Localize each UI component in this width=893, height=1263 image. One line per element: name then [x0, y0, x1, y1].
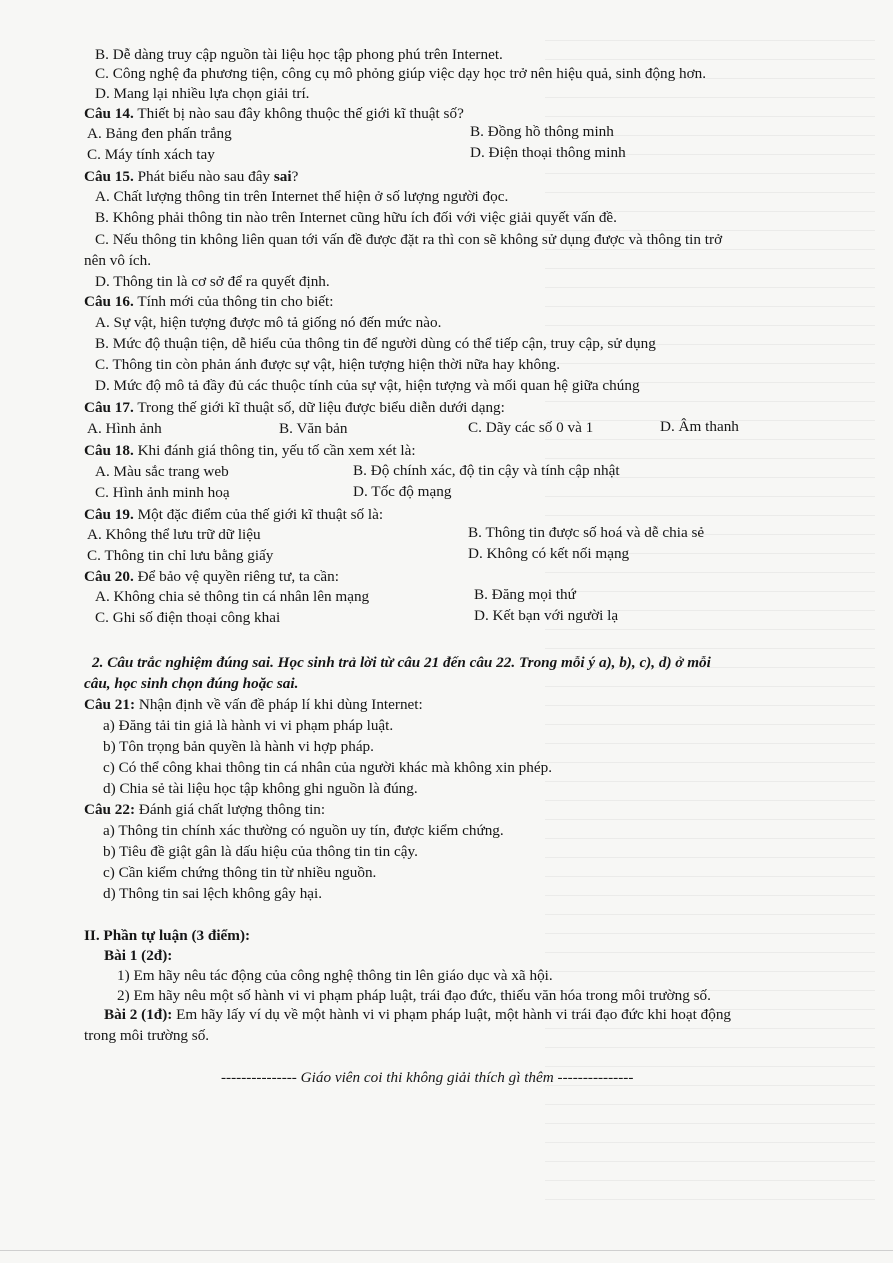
page-bottom-rule	[0, 1250, 893, 1251]
q14-stem	[84, 104, 464, 123]
q15-stem	[84, 167, 298, 186]
q22-item-b: b) Tiêu đề giật gân là dấu hiệu của thông tin tin cậy.	[103, 843, 418, 860]
q14-option-d: D. Điện thoại thông minh	[470, 144, 626, 161]
q19-text: Một đặc điểm của thế giới kĩ thuật số là:	[133, 506, 384, 523]
q15-end: ?	[291, 168, 299, 185]
q17-stem	[84, 398, 505, 417]
q21-stem	[84, 695, 423, 714]
q22-text: Đánh giá chất lượng thông tin:	[135, 801, 326, 818]
q14-option-b: B. Đồng hồ thông minh	[470, 123, 614, 140]
q18-stem	[84, 441, 416, 460]
q17-option-c: C. Dãy các số 0 và 1	[468, 419, 594, 436]
q19-number: Câu 19.	[84, 506, 134, 523]
q17-text: Trong thế giới kĩ thuật số, dữ liệu được biểu diễn dưới dạng:	[133, 399, 505, 416]
q20-stem	[84, 567, 339, 586]
part2-heading-line2: câu, học sinh chọn đúng hoặc sai.	[84, 675, 299, 692]
q21-number: Câu 21:	[84, 696, 136, 713]
q15-bold-word: sai	[273, 168, 292, 185]
q22-item-c: c) Cần kiểm chứng thông tin từ nhiều nguồn.	[103, 864, 377, 881]
bai1-heading: Bài 1 (2đ):	[104, 947, 173, 964]
q17-number: Câu 17.	[84, 399, 134, 416]
q22-number: Câu 22:	[84, 801, 136, 818]
q16-option-c: C. Thông tin còn phản ánh được sự vật, hiện tượng hiện thời nữa hay không.	[95, 356, 561, 373]
q18-option-d: D. Tốc độ mạng	[353, 483, 452, 500]
q14-text: Thiết bị nào sau đây không thuộc thế giới kĩ thuật số?	[133, 105, 464, 122]
bai1-item-2: 2) Em hãy nêu một số hành vi vi phạm pháp luật, trái đạo đức, thiếu văn hóa trong môi trường số.	[117, 987, 711, 1004]
q21-text: Nhận định về vấn đề pháp lí khi dùng Internet:	[135, 696, 423, 713]
q16-option-d: D. Mức độ mô tả đầy đủ các thuộc tính của sự vật, hiện tượng và mối quan hệ giữa chúng	[95, 377, 640, 394]
q16-option-a: A. Sự vật, hiện tượng được mô tả giống nó đến mức nào.	[95, 314, 442, 331]
bai2-text: Em hãy lấy ví dụ về một hành vi vi phạm pháp luật, một hành vi trái đạo đức khi hoạt động	[172, 1006, 732, 1023]
q13-option-c: C. Công nghệ đa phương tiện, công cụ mô phỏng giúp việc dạy học trở nên hiệu quả, sinh động hơn.	[95, 65, 707, 82]
q20-option-b: B. Đăng mọi thứ	[474, 586, 576, 603]
q16-option-b: B. Mức độ thuận tiện, dễ hiểu của thông tin để người dùng có thể tiếp cận, truy cập, sử dụng	[95, 335, 656, 352]
q20-option-a: A. Không chia sẻ thông tin cá nhân lên mạng	[95, 588, 370, 605]
q14-option-c: C. Máy tính xách tay	[87, 146, 215, 163]
q19-option-c: C. Thông tin chỉ lưu bằng giấy	[87, 547, 274, 564]
q22-stem	[84, 800, 325, 819]
q16-stem	[84, 292, 333, 311]
q15-number: Câu 15.	[84, 168, 134, 185]
q18-option-c: C. Hình ảnh minh hoạ	[95, 484, 230, 501]
q14-number: Câu 14.	[84, 105, 134, 122]
q16-text: Tính mới của thông tin cho biết:	[133, 293, 334, 310]
q15-option-b: B. Không phải thông tin nào trên Internet cũng hữu ích đối với việc giải quyết vấn đề.	[95, 209, 617, 226]
q16-number: Câu 16.	[84, 293, 134, 310]
q15-option-c: C. Nếu thông tin không liên quan tới vấn đề được đặt ra thì con sẽ không sử dụng được và thông tin trở	[95, 231, 723, 248]
q15-option-c-cont: nên vô ích.	[84, 252, 152, 269]
q20-text: Để bảo vệ quyền riêng tư, ta cần:	[133, 568, 339, 585]
q22-item-d: d) Thông tin sai lệch không gây hại.	[103, 885, 323, 902]
q14-option-a: A. Bảng đen phấn trắng	[87, 125, 232, 142]
q19-stem	[84, 505, 383, 524]
q17-option-d: D. Âm thanh	[660, 418, 739, 435]
essay-heading: II. Phần tự luận (3 điểm):	[84, 927, 251, 944]
q21-item-d: d) Chia sẻ tài liệu học tập không ghi nguồn là đúng.	[103, 780, 418, 797]
q15-option-a: A. Chất lượng thông tin trên Internet thể hiện ở số lượng người đọc.	[95, 188, 509, 205]
q18-number: Câu 18.	[84, 442, 134, 459]
q15-text: Phát biểu nào sau đây	[133, 168, 274, 185]
q19-option-b: B. Thông tin được số hoá và dễ chia sẻ	[468, 524, 705, 541]
q21-item-a: a) Đăng tải tin giả là hành vi vi phạm pháp luật.	[103, 717, 394, 734]
q21-item-c: c) Có thể công khai thông tin cá nhân của người khác mà không xin phép.	[103, 759, 552, 776]
q13-option-b: B. Dễ dàng truy cập nguồn tài liệu học tập phong phú trên Internet.	[95, 46, 503, 63]
q19-option-d: D. Không có kết nối mạng	[468, 545, 630, 562]
bai1-item-1: 1) Em hãy nêu tác động của công nghệ thông tin lên giáo dục và xã hội.	[117, 967, 553, 984]
bai2-line1	[104, 1005, 731, 1024]
q17-option-b: B. Văn bản	[279, 420, 348, 437]
q20-option-c: C. Ghi số điện thoại công khai	[95, 609, 281, 626]
part2-heading-line1: 2. Câu trắc nghiệm đúng sai. Học sinh trả lời từ câu 21 đến câu 22. Trong mỗi ý a), b), c), d) ở mỗi	[92, 654, 711, 671]
q21-item-b: b) Tôn trọng bản quyền là hành vi hợp pháp.	[103, 738, 374, 755]
footer-note: --------------- Giáo viên coi thi không giải thích gì thêm ---------------	[221, 1069, 634, 1086]
bai2-line2: trong môi trường số.	[84, 1027, 210, 1044]
q18-option-a: A. Màu sắc trang web	[95, 463, 229, 480]
q17-option-a: A. Hình ảnh	[87, 420, 162, 437]
q13-option-d: D. Mang lại nhiều lựa chọn giải trí.	[95, 85, 310, 102]
q19-option-a: A. Không thể lưu trữ dữ liệu	[87, 526, 261, 543]
q18-option-b: B. Độ chính xác, độ tin cậy và tính cập nhật	[353, 462, 620, 479]
bai2-heading: Bài 2 (1đ):	[104, 1006, 173, 1023]
q22-item-a: a) Thông tin chính xác thường có nguồn uy tín, được kiểm chứng.	[103, 822, 504, 839]
q15-option-d: D. Thông tin là cơ sở để ra quyết định.	[95, 273, 330, 290]
q18-text: Khi đánh giá thông tin, yếu tố cần xem xét là:	[133, 442, 416, 459]
q20-number: Câu 20.	[84, 568, 134, 585]
q20-option-d: D. Kết bạn với người lạ	[474, 607, 619, 624]
